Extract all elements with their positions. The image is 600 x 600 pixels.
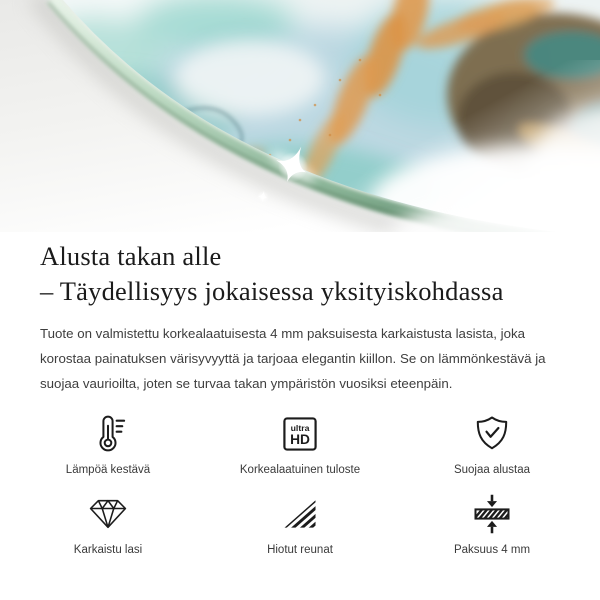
hd-label: HD (290, 432, 310, 448)
feature-label: Lämpöä kestävä (65, 464, 151, 476)
feature-polished-edges (204, 490, 396, 556)
page-title-line2: – Täydellisyys jokaisessa yksityiskohdassa (40, 276, 504, 306)
feature-label: Suojaa alustaa (453, 464, 531, 476)
feature-label: Paksuus 4 mm (453, 544, 531, 556)
feature-thickness-4mm (396, 490, 588, 556)
feature-label: Korkealaatuinen tuloste (239, 464, 361, 476)
thermometer-icon (86, 412, 130, 456)
ultra-label: ultra (290, 422, 310, 433)
feature-tempered-glass (12, 490, 204, 556)
feature-label: Karkaistu lasi (73, 544, 143, 556)
feature-label: Hiotut reunat (267, 544, 333, 556)
product-photo-glass-hearth-pad (0, 0, 600, 232)
polished-edges-icon (278, 492, 322, 536)
page-title (40, 239, 560, 309)
shield-check-icon (470, 412, 514, 456)
diamond-icon (85, 492, 131, 536)
feature-protects-base (396, 410, 588, 476)
feature-heat-resistant (12, 410, 204, 476)
product-description: Tuote on valmistettu korkealaatuisesta 4 mm paksuisesta karkaistusta lasista, joka korostaa painatuksen värisyvyyttä ja tarjoaa elegantin kiillon. Se on lämmönkestävä ja suojaa vaurioilta, joten se turvaa takan ympäristön vuosiksi eteenpäin. (40, 326, 546, 391)
ultra-hd-icon (278, 412, 322, 456)
feature-ultra-hd-print (204, 410, 396, 476)
feature-grid (12, 410, 588, 556)
thickness-icon (470, 492, 514, 536)
page-title-line1: Alusta takan alle (40, 241, 222, 271)
